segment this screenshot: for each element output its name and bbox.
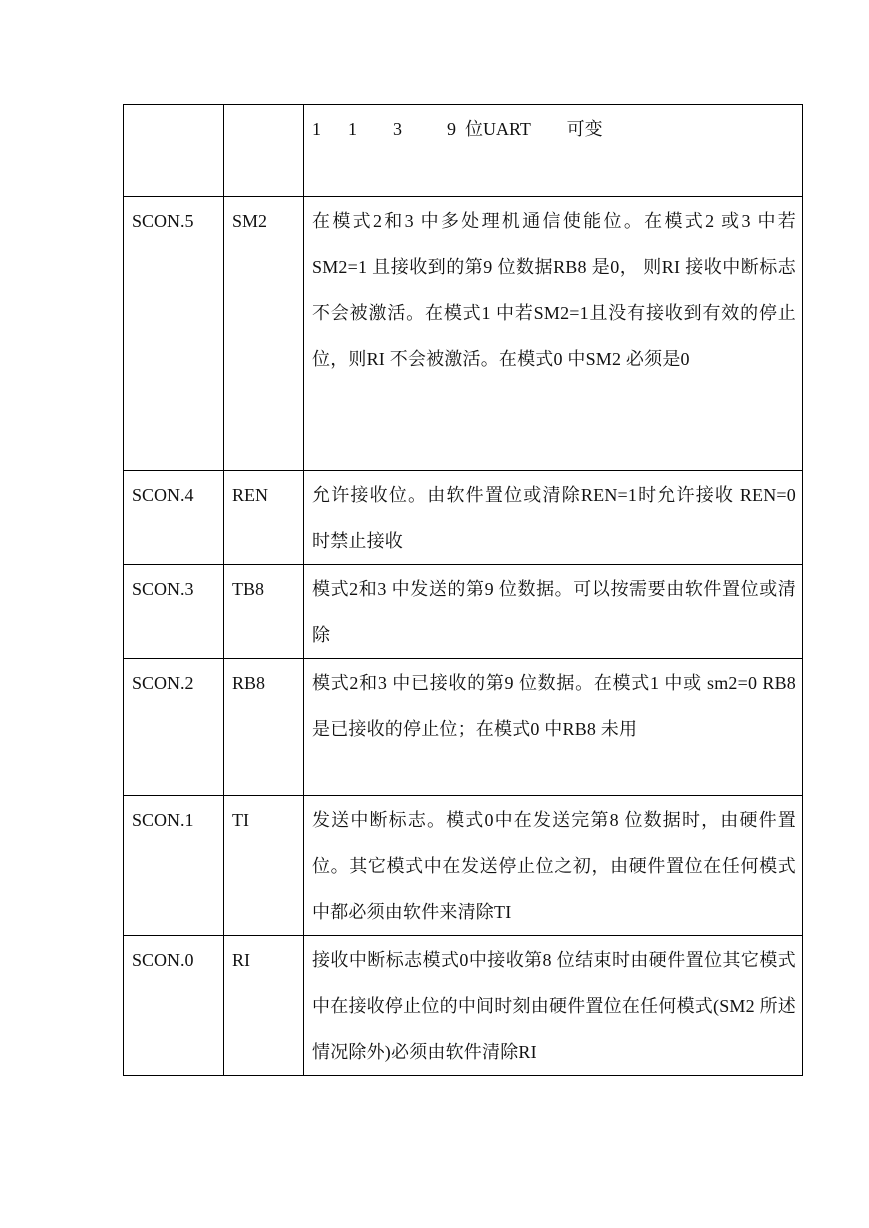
address-cell: SCON.3	[124, 565, 224, 659]
bit-name-cell: SM2	[224, 197, 304, 471]
address-cell: SCON.2	[124, 659, 224, 796]
bit-name-cell: REN	[224, 471, 304, 565]
scon-register-table	[123, 104, 803, 1076]
table-row	[124, 471, 803, 565]
bit-name-cell	[224, 105, 304, 197]
description-cell: 模式2和3 中已接收的第9 位数据。在模式1 中或 sm2=0 RB8 是已接收的停止位；在模式0 中RB8 未用	[304, 659, 803, 796]
address-cell: SCON.4	[124, 471, 224, 565]
table-row	[124, 659, 803, 796]
table-row	[124, 197, 803, 471]
table-row	[124, 936, 803, 1076]
address-cell: SCON.1	[124, 796, 224, 936]
address-cell: SCON.5	[124, 197, 224, 471]
description-cell: 允许接收位。由软件置位或清除REN=1时允许接收 REN=0 时禁止接收	[304, 471, 803, 565]
description-cell	[304, 105, 803, 197]
mode-summary-text: 1 1 3 9 位UART 可变	[312, 119, 603, 139]
bit-name-cell: TI	[224, 796, 304, 936]
bit-name-cell: TB8	[224, 565, 304, 659]
description-cell: 在模式2和3 中多处理机通信使能位。在模式2 或3 中若SM2=1 且接收到的第9 位数据RB8 是0， 则RI 接收中断标志不会被激活。在模式1 中若SM2=1且没有接收到有效的停止位，则RI 不会被激活。在模式0 中SM2 必须是0	[304, 197, 803, 471]
address-cell	[124, 105, 224, 197]
address-cell: SCON.0	[124, 936, 224, 1076]
table-row	[124, 796, 803, 936]
description-cell: 发送中断标志。模式0中在发送完第8 位数据时，由硬件置位。其它模式中在发送停止位之初，由硬件置位在任何模式中都必须由软件来清除TI	[304, 796, 803, 936]
bit-name-cell: RI	[224, 936, 304, 1076]
description-cell: 模式2和3 中发送的第9 位数据。可以按需要由软件置位或清除	[304, 565, 803, 659]
table-row	[124, 565, 803, 659]
description-cell: 接收中断标志模式0中接收第8 位结束时由硬件置位其它模式中在接收停止位的中间时刻由硬件置位在任何模式(SM2 所述情况除外)必须由软件清除RI	[304, 936, 803, 1076]
table-row	[124, 105, 803, 197]
bit-name-cell: RB8	[224, 659, 304, 796]
